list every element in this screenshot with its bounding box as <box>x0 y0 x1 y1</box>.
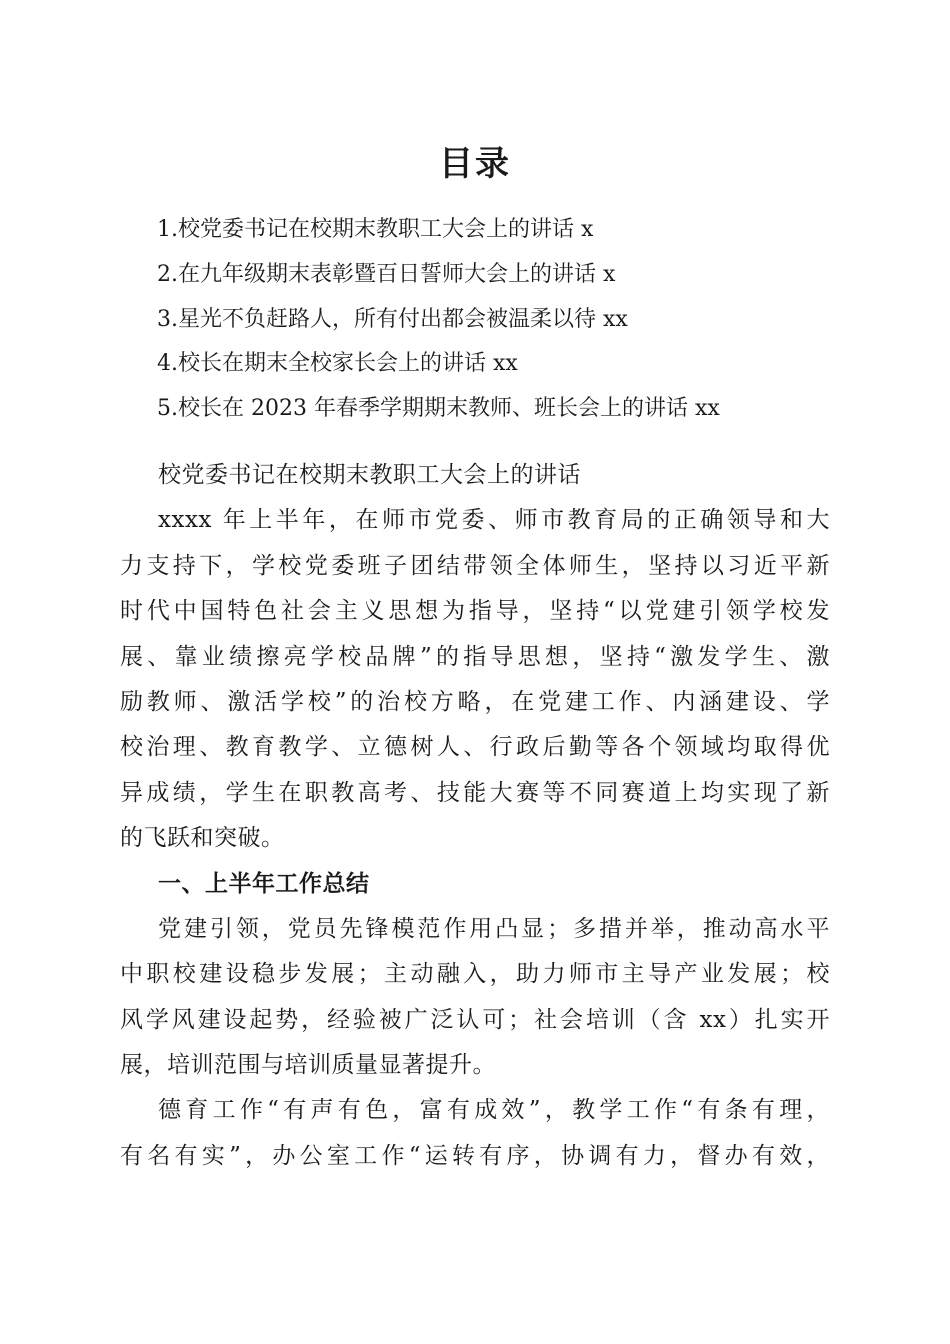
paragraph-line: 异成绩，学生在职教高考、技能大赛等不同赛道上均实现了新 <box>120 779 830 806</box>
document-body <box>120 453 830 1179</box>
paragraph-line: 有名有实”，办公室工作“运转有序，协调有力，督办有效， <box>120 1142 830 1169</box>
paragraph-line: 校治理、教育教学、立德树人、行政后勤等各个领域均取得优 <box>120 734 830 761</box>
paragraph-line: 展、靠业绩擦亮学校品牌”的指导思想，坚持“激发学生、激 <box>120 643 830 670</box>
paragraph-1 <box>120 498 830 861</box>
paragraph-line: 党建引领，党员先锋模范作用凸显；多措并举，推动高水平 <box>158 915 830 942</box>
paragraph-line: 力支持下，学校党委班子团结带领全体师生，坚持以习近平新 <box>120 552 830 579</box>
paragraph-line: 展，培训范围与培训质量显著提升。 <box>120 1052 496 1079</box>
paragraph-line: 德育工作“有声有色，富有成效”，教学工作“有条有理， <box>158 1097 830 1124</box>
paragraph-line: 励教师、激活学校”的治校方略，在党建工作、内涵建设、学 <box>120 688 830 715</box>
toc-item: 1.校党委书记在校期末教职工大会上的讲话 x <box>157 217 594 242</box>
paragraph-line: 中职校建设稳步发展；主动融入，助力师市主导产业发展；校 <box>120 961 830 988</box>
paragraph-line: 的飞跃和突破。 <box>120 825 285 852</box>
paragraph-line: 风学风建设起势，经验被广泛认可；社会培训（含 xx）扎实开 <box>120 1006 830 1033</box>
toc-item: 4.校长在期末全校家长会上的讲话 xx <box>157 351 518 377</box>
toc-item: 3.星光不负赶路人，所有付出都会被温柔以待 xx <box>157 306 628 332</box>
paragraph-line: 时代中国特色社会主义思想为指导，坚持“以党建引领学校发 <box>120 598 830 625</box>
paragraph-line: xxxx 年上半年，在师市党委、师市教育局的正确领导和大 <box>158 507 830 534</box>
page-title: 目录 <box>439 144 511 184</box>
section-heading: 一、上半年工作总结 <box>158 870 370 897</box>
speech-title: 校党委书记在校期末教职工大会上的讲话 <box>158 462 581 488</box>
paragraph-3 <box>120 1088 830 1179</box>
paragraph-2 <box>120 907 830 1089</box>
toc-item: 2.在九年级期末表彰暨百日誓师大会上的讲话 x <box>157 261 616 287</box>
toc-item: 5.校长在 2023 年春季学期期末教师、班长会上的讲话 xx <box>157 396 720 422</box>
table-of-contents <box>157 208 720 432</box>
